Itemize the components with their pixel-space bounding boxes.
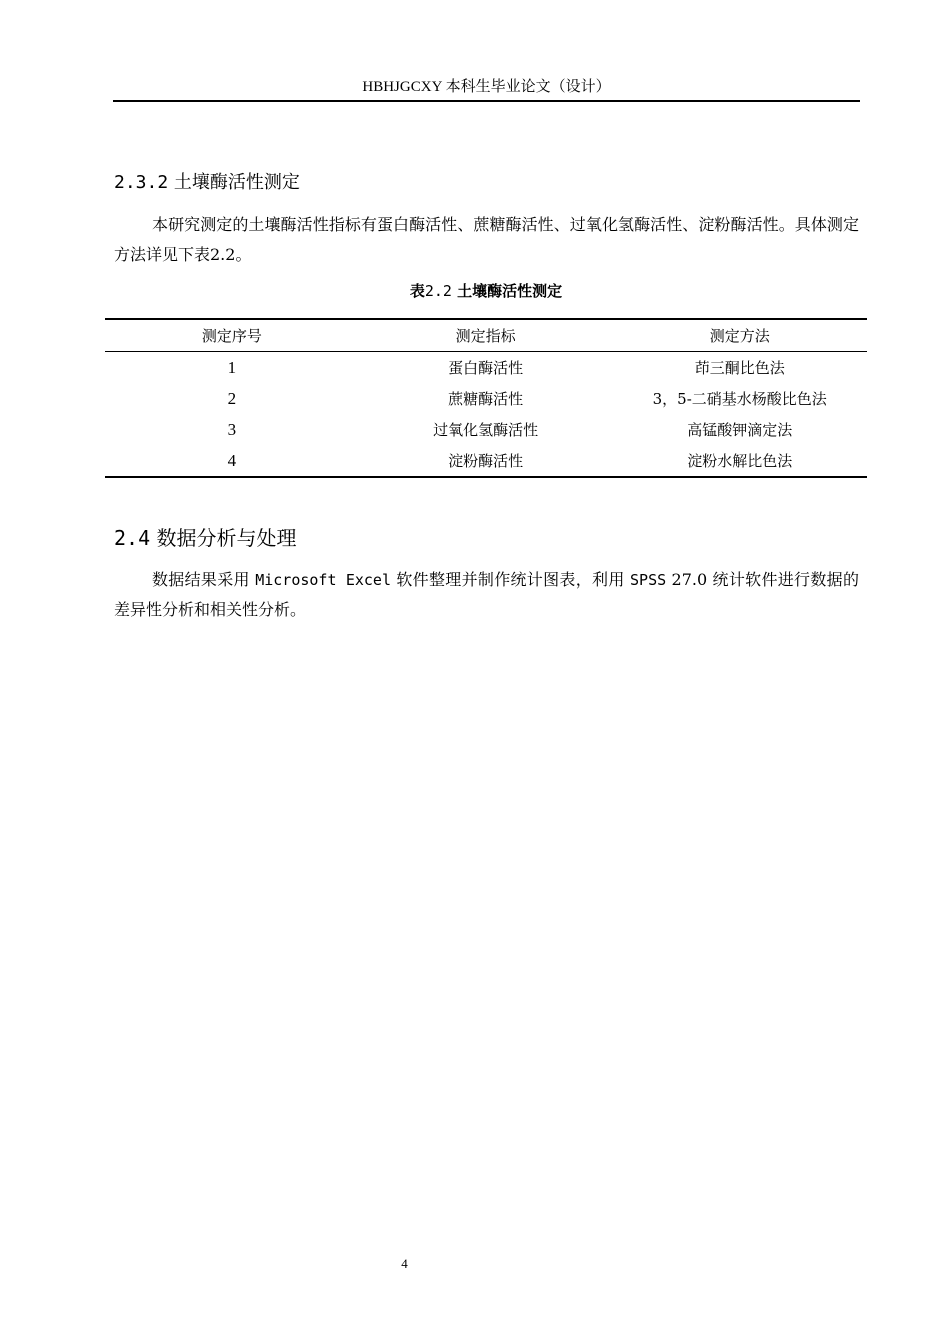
cell-indicator: 蛋白酶活性 <box>448 359 524 377</box>
page-number: 4 <box>401 1256 408 1271</box>
cell-indicator: 蔗糖酶活性 <box>448 390 524 408</box>
cell-seq: 2 <box>227 388 237 408</box>
enzyme-method-table <box>105 318 867 478</box>
section-heading-2-3-2 <box>114 171 300 195</box>
table-row <box>105 383 867 414</box>
para-text: 软件整理并制作统计图表，利用 <box>390 570 631 589</box>
table-caption-prefix: 表 <box>409 282 425 300</box>
cell-method: 3，5-二硝基水杨酸比色法 <box>652 390 827 408</box>
cell-indicator: 过氧化氢酶活性 <box>433 421 539 439</box>
cell-method: 淀粉水解比色法 <box>687 452 793 470</box>
software-name: Microsoft Excel <box>255 571 391 589</box>
para-text: 数据结果采用 <box>152 570 256 589</box>
column-header-seq: 测定序号 <box>201 327 262 345</box>
column-header-indicator: 测定指标 <box>455 327 516 345</box>
paragraph-enzyme-intro: 本研究测定的土壤酶活性指标有蛋白酶活性、蔗糖酶活性、过氧化氢酶活性、淀粉酶活性。具体测定方法详见下表2.2。 <box>114 215 859 264</box>
table-header-row <box>105 319 867 352</box>
section-heading-2-4 <box>114 524 296 552</box>
page-header: HBHJGCXY 本科生毕业论文（设计） <box>362 79 611 95</box>
cell-seq: 3 <box>227 419 237 439</box>
software-name: SPSS <box>630 571 667 589</box>
table-caption-title: 土壤酶活性测定 <box>457 282 563 300</box>
paragraph-data-analysis <box>114 565 859 625</box>
table-row <box>105 352 867 384</box>
cell-seq: 1 <box>227 357 237 377</box>
cell-method: 高锰酸钾滴定法 <box>687 421 793 439</box>
column-header-method: 测定方法 <box>709 327 770 345</box>
table-row <box>105 414 867 445</box>
section-number: 2.4 <box>114 526 151 550</box>
table-caption <box>105 280 867 302</box>
section-title: 土壤酶活性测定 <box>173 172 300 193</box>
section-title: 数据分析与处理 <box>156 526 297 550</box>
cell-indicator: 淀粉酶活性 <box>448 452 524 470</box>
section-number: 2.3.2 <box>114 172 169 193</box>
table-row <box>105 445 867 477</box>
cell-method: 茚三酮比色法 <box>694 359 785 377</box>
cell-seq: 4 <box>227 450 237 470</box>
table-caption-number: 2.2 <box>424 282 452 300</box>
para-text: 27.0 统计软件进行数据的差异性分析和相关性分析。 <box>114 570 859 619</box>
header-rule <box>113 100 860 102</box>
